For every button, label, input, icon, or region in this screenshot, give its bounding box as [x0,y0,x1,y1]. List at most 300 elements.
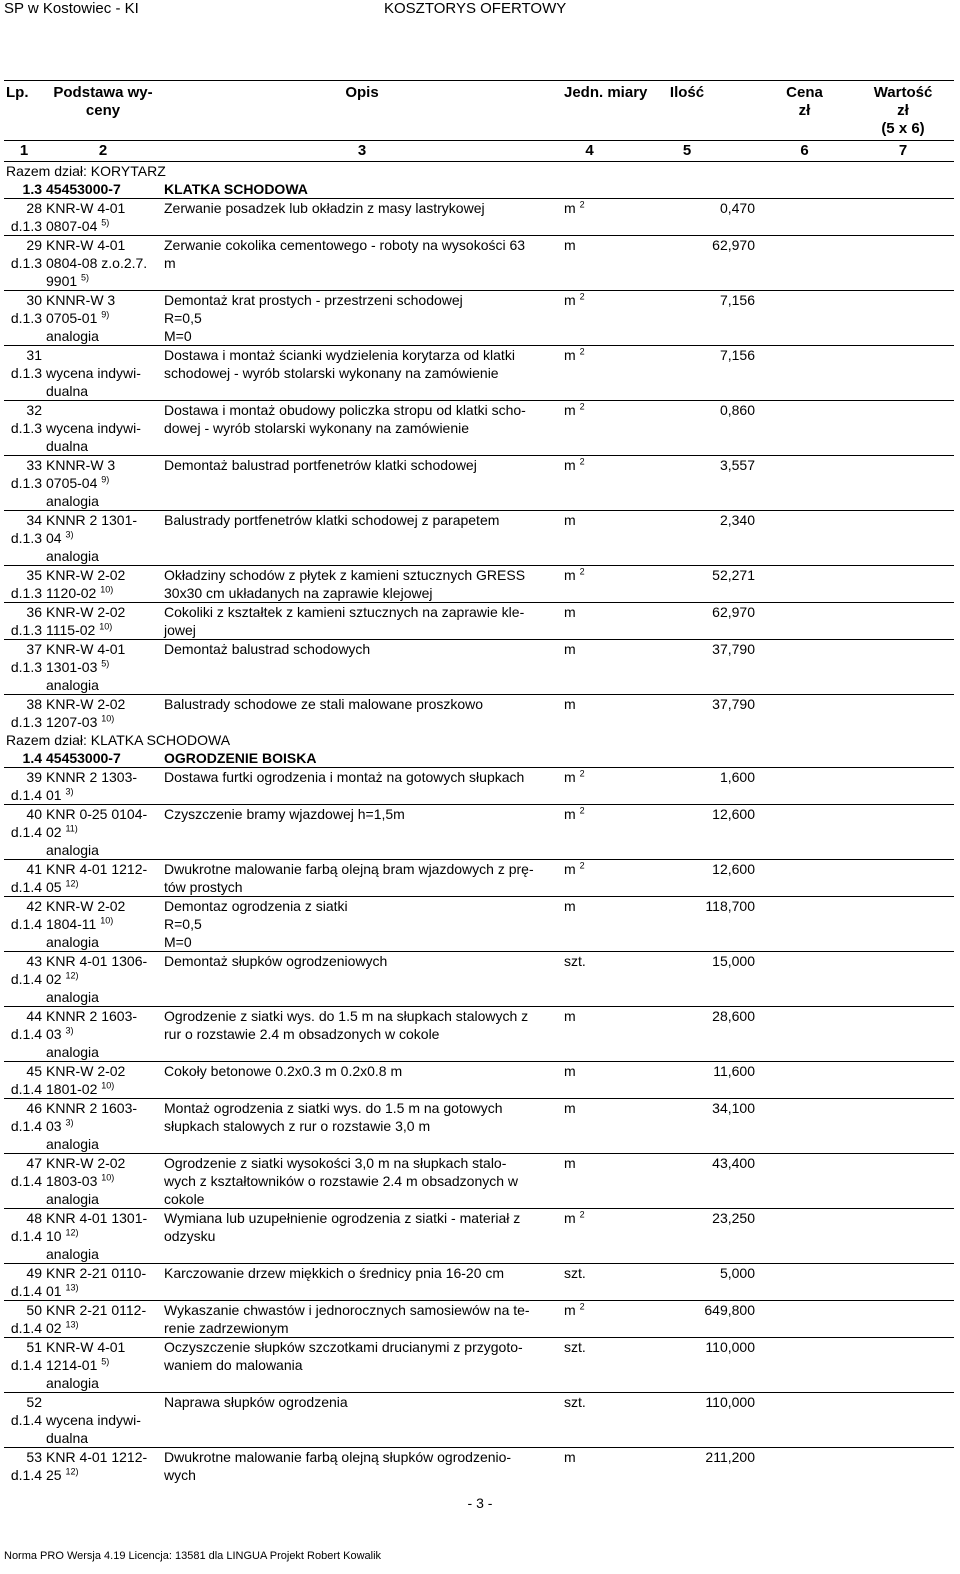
pricing-basis-text: KNR-W 2-02 [46,696,126,712]
position-number-line: 31 [26,347,42,363]
pricing-basis-text: wycena indywi- [46,365,141,381]
pricing-basis-text: 1214-01 [46,1357,98,1373]
item-description [162,401,562,456]
position-number [4,511,44,566]
item-quantity: 3,557 [617,456,757,511]
item-description [162,456,562,511]
item-description [162,695,562,732]
item-price [757,952,852,1007]
footnote-reference: 5) [101,1356,110,1367]
item-description [162,346,562,401]
item-quantity: 52,271 [617,566,757,603]
position-number [4,1264,44,1301]
item-quantity: 11,600 [617,1062,757,1099]
section-code: 45453000-7 [46,750,121,766]
item-description-line: wych z kształtowników o rozstawie 2.4 m obsadzonych w [164,1173,519,1189]
pricing-basis [44,346,162,401]
item-value [852,236,954,291]
item-unit [562,1393,617,1448]
item-description [162,640,562,695]
pricing-basis-text: 01 [46,787,62,803]
pricing-basis-line [46,309,160,327]
position-number [4,1448,44,1485]
item-price [757,1338,852,1393]
pricing-basis [44,1007,162,1062]
item-value [852,640,954,695]
pricing-basis-text: KNNR-W 3 [46,457,116,473]
item-price [757,1099,852,1154]
footnote-reference: 13) [65,1282,79,1293]
position-number-line: d.1.4 [10,824,42,840]
item-value [852,291,954,346]
position-number-line: 49 [26,1265,42,1281]
item-description [162,1209,562,1264]
pricing-basis-line [46,640,160,658]
item-quantity: 62,970 [617,236,757,291]
pricing-basis-line [46,1007,160,1025]
table-row [4,640,954,695]
pricing-basis-text: KNR-W 4-01 [46,1339,126,1355]
item-quantity: 1,600 [617,768,757,805]
column-number: 1 [4,141,44,162]
pricing-basis-text: analogia [46,1246,99,1262]
item-price [757,695,852,732]
pricing-basis-line [46,1209,160,1227]
unit-text: szt. [564,1265,586,1281]
item-quantity: 0,860 [617,401,757,456]
position-number-line: d.1.3 [10,659,42,675]
position-number [4,860,44,897]
item-quantity: 23,250 [617,1209,757,1264]
position-number-line: 37 [26,641,42,657]
column-number: 5 [617,141,757,162]
footnote-reference: 12) [65,970,79,981]
item-unit [562,603,617,640]
position-number [4,1338,44,1393]
unit-text: m [564,641,576,657]
pricing-basis [44,236,162,291]
pricing-basis-line [46,841,160,859]
position-number [4,603,44,640]
footnote-reference: 5) [81,272,90,283]
pricing-basis-text: KNR-W 4-01 [46,641,126,657]
position-number-line: d.1.3 [10,255,42,271]
position-number [4,1209,44,1264]
position-number-line: d.1.4 [10,1081,42,1097]
header-basis [44,81,162,141]
document-header-right: KOSZTORYS OFERTOWY [384,0,567,17]
item-description [162,860,562,897]
position-number-line: d.1.4 [10,971,42,987]
position-number [4,456,44,511]
item-description-line: Dostawa i montaż obudowy policzka stropu od klatki scho- [164,402,526,418]
footnote-reference: 12) [65,878,79,889]
unit-text: m [564,1155,576,1171]
unit-text: m [564,1008,576,1024]
unit-exponent: 2 [579,456,585,467]
item-description-line: Karczowanie drzew miękkich o średnicy pnia 16-20 cm [164,1265,505,1281]
pricing-basis [44,1062,162,1099]
pricing-basis-text: 03 [46,1026,62,1042]
section-code: 45453000-7 [46,181,121,197]
position-number-line: 39 [26,769,42,785]
item-description-line: Demontaz ogrodzenia z siatki [164,898,348,914]
unit-text: m [564,567,576,583]
pricing-basis-text: 1120-02 [46,585,97,601]
unit-exponent: 2 [579,401,585,412]
item-quantity: 2,340 [617,511,757,566]
pricing-basis-line [46,1025,160,1043]
pricing-basis-text: 1803-03 [46,1173,98,1189]
header-value [852,81,954,141]
header-price [757,81,852,141]
unit-exponent: 2 [579,805,585,816]
item-value [852,1448,954,1485]
item-description [162,768,562,805]
item-value [852,1062,954,1099]
item-value [852,603,954,640]
pricing-basis-line [46,566,160,584]
pricing-basis [44,1338,162,1393]
item-description-line: schodowej - wyrób stolarski wykonany na zamówienie [164,365,499,381]
pricing-basis-line [46,676,160,694]
position-number-line: 28 [26,200,42,216]
item-description-line: Balustrady schodowe ze stali malowane proszkowo [164,696,484,712]
item-description [162,1338,562,1393]
item-value [852,1007,954,1062]
table-row [4,952,954,1007]
unit-text: m [564,1449,576,1465]
pricing-basis-text: KNR 4-01 1306- [46,953,148,969]
item-description-line: Demontaż krat prostych - przestrzeni schodowej [164,292,463,308]
pricing-basis-text: KNR-W 2-02 [46,567,126,583]
pricing-basis-text: KNNR 2 1603- [46,1008,138,1024]
item-price [757,1393,852,1448]
pricing-basis-line [46,456,160,474]
pricing-basis-text: 02 [46,824,62,840]
item-quantity: 7,156 [617,346,757,401]
item-description-line: renie zadrzewionym [164,1320,289,1336]
footnote-reference: 3) [65,1025,74,1036]
pricing-basis-text: analogia [46,493,99,509]
unit-text: m [564,1210,576,1226]
pricing-basis-text: 05 [46,879,62,895]
item-unit [562,805,617,860]
table-row [4,291,954,346]
footnote-reference: 5) [101,217,110,228]
footnote-reference: 3) [65,1117,74,1128]
item-description [162,952,562,1007]
unit-exponent: 2 [579,566,585,577]
item-description [162,897,562,952]
item-price [757,346,852,401]
unit-text: m [564,292,576,308]
item-value [852,1338,954,1393]
item-price [757,1448,852,1485]
pricing-basis-text: KNR 0-25 0104- [46,806,148,822]
item-description-line: Demontaż balustrad portfenetrów klatki schodowej [164,457,477,473]
item-price [757,236,852,291]
unit-exponent: 2 [579,1301,585,1312]
item-value [852,860,954,897]
item-description [162,236,562,291]
pricing-basis-line [46,1135,160,1153]
pricing-basis-line [46,1172,160,1190]
footnote-reference: 3) [65,786,74,797]
position-number [4,897,44,952]
item-description-line: Wymiana lub uzupełnienie ogrodzenia z siatki - materiał z [164,1210,521,1226]
pricing-basis-line [46,695,160,713]
item-description-line: Balustrady portfenetrów klatki schodowej z parapetem [164,512,500,528]
position-number [4,199,44,236]
pricing-basis-line [46,878,160,896]
pricing-basis-text: analogia [46,328,99,344]
pricing-basis-text: 0807-04 [46,218,98,234]
table-body [4,162,954,1485]
pricing-basis-text: 02 [46,971,62,987]
item-description-line: M=0 [164,328,192,344]
pricing-basis-line [46,401,160,419]
item-quantity: 12,600 [617,805,757,860]
position-number-line: 36 [26,604,42,620]
pricing-basis-text: KNR-W 2-02 [46,898,126,914]
table-row [4,1301,954,1338]
pricing-basis-line [46,952,160,970]
table-row [4,199,954,236]
item-description-line: Czyszczenie bramy wjazdowej h=1,5m [164,806,405,822]
unit-text: m [564,696,576,712]
pricing-basis-line [46,1245,160,1263]
item-description-line: Montaż ogrodzenia z siatki wys. do 1.5 m na gotowych [164,1100,503,1116]
item-unit [562,236,617,291]
pricing-basis-text: dualna [46,438,89,454]
item-quantity: 110,000 [617,1393,757,1448]
position-number [4,640,44,695]
pricing-basis-text: analogia [46,1136,99,1152]
column-number-row [4,141,954,162]
position-number-line: d.1.4 [10,1320,42,1336]
position-number-line: 32 [26,402,42,418]
position-number-line: 50 [26,1302,42,1318]
pricing-basis-text: analogia [46,677,99,693]
pricing-basis-line [46,547,160,565]
pricing-basis [44,1393,162,1448]
item-description-line: Demontaż balustrad schodowych [164,641,371,657]
item-description-line: wych [164,1467,196,1483]
position-number-line: d.1.4 [10,916,42,932]
pricing-basis-text: dualna [46,1430,89,1446]
table-row [4,511,954,566]
pricing-basis-line [46,621,160,639]
pricing-basis-line [46,236,160,254]
pricing-basis-text: wycena indywi- [46,420,141,436]
item-value [852,346,954,401]
item-description-line: jowej [164,622,196,638]
table-row [4,1448,954,1485]
item-price [757,566,852,603]
item-value [852,566,954,603]
item-price [757,1007,852,1062]
pricing-basis-text: 03 [46,1118,62,1134]
item-unit [562,456,617,511]
column-number: 4 [562,141,617,162]
position-number [4,1154,44,1209]
item-description-line: m [164,255,176,271]
item-value [852,511,954,566]
item-unit [562,1062,617,1099]
pricing-basis-line [46,1080,160,1098]
position-number-line: d.1.3 [10,420,42,436]
table-row [4,456,954,511]
unit-text: m [564,769,576,785]
pricing-basis-text: 1801-02 [46,1081,98,1097]
pricing-basis-text: 0705-04 [46,475,98,491]
pricing-basis [44,805,162,860]
section-header-row [4,749,954,768]
unit-exponent: 2 [579,768,585,779]
item-description-line: dowej - wyrób stolarski wykonany na zamówienie [164,420,470,436]
item-description-line: słupkach stalowych z rur o rozstawie 3,0 m [164,1118,431,1134]
item-unit [562,346,617,401]
item-value [852,805,954,860]
pricing-basis-line [46,603,160,621]
header-value-line: (5 x 6) [881,120,925,137]
pricing-basis [44,456,162,511]
document-header-left: SP w Kostowiec - KI [4,0,139,17]
pricing-basis-text: 0705-01 [46,310,98,326]
table-row [4,1209,954,1264]
position-number-line: d.1.4 [10,1467,42,1483]
item-unit [562,768,617,805]
item-unit [562,511,617,566]
footnote-reference: 10) [101,713,115,724]
footnote-reference: 10) [101,1080,115,1091]
unit-exponent: 2 [579,860,585,871]
item-price [757,401,852,456]
item-description-line: Demontaż słupków ogrodzeniowych [164,953,388,969]
unit-exponent: 2 [579,291,585,302]
position-number [4,401,44,456]
item-description-line: cokole [164,1191,205,1207]
position-number-line: 53 [26,1449,42,1465]
unit-text: m [564,347,576,363]
pricing-basis-text: analogia [46,842,99,858]
pricing-basis-line [46,1043,160,1061]
table-header-row [4,81,954,141]
item-price [757,199,852,236]
position-number-line: 38 [26,696,42,712]
item-unit [562,1209,617,1264]
item-description [162,1099,562,1154]
pricing-basis-line [46,1448,160,1466]
item-price [757,1154,852,1209]
position-number [4,805,44,860]
pricing-basis-line [46,1099,160,1117]
section-summary-row [4,731,954,749]
pricing-basis [44,511,162,566]
table-row [4,1007,954,1062]
pricing-basis-line [46,1282,160,1300]
pricing-basis-line [46,823,160,841]
unit-exponent: 2 [579,199,585,210]
item-quantity: 211,200 [617,1448,757,1485]
item-description-line: Wykaszanie chwastów i jednorocznych samosiewów na te- [164,1302,530,1318]
table-row [4,897,954,952]
item-description-line: Oczyszczenie słupków szczotkami drucianymi z przygoto- [164,1339,523,1355]
item-unit [562,1007,617,1062]
position-number [4,768,44,805]
pricing-basis-line [46,382,160,400]
position-number-line: d.1.4 [10,1357,42,1373]
pricing-basis [44,768,162,805]
position-number-line: d.1.3 [10,622,42,638]
position-number-line: d.1.4 [10,1026,42,1042]
pricing-basis-text: KNR-W 4-01 [46,237,126,253]
item-quantity: 118,700 [617,897,757,952]
pricing-basis-line [46,511,160,529]
item-quantity: 37,790 [617,695,757,732]
item-unit [562,640,617,695]
footnote-reference: 11) [65,823,78,834]
position-number [4,346,44,401]
position-number-line: d.1.4 [10,1283,42,1299]
item-value [852,199,954,236]
position-number-line: d.1.4 [10,879,42,895]
unit-text: m [564,402,576,418]
section-title: KLATKA SCHODOWA [164,181,308,197]
unit-text: m [564,512,576,528]
item-value [852,897,954,952]
section-summary: Razem dział: KLATKA SCHODOWA [6,732,231,748]
position-number-line: 52 [26,1394,42,1410]
pricing-basis-line [46,1466,160,1484]
item-unit [562,897,617,952]
unit-text: m [564,1100,576,1116]
item-description [162,199,562,236]
unit-text: m [564,200,576,216]
section-number: 1.3 [22,181,42,197]
item-price [757,860,852,897]
pricing-basis-line [46,768,160,786]
item-description-line: 30x30 cm układanych na zaprawie klejowej [164,585,433,601]
position-number [4,566,44,603]
position-number-line: d.1.4 [10,1228,42,1244]
table-row [4,1099,954,1154]
position-number [4,236,44,291]
pricing-basis-text: KNR-W 2-02 [46,1063,126,1079]
item-description [162,1264,562,1301]
item-price [757,768,852,805]
unit-text: m [564,861,576,877]
item-description-line: waniem do malowania [164,1357,303,1373]
item-description-line: Naprawa słupków ogrodzenia [164,1394,348,1410]
position-number-line: 48 [26,1210,42,1226]
item-price [757,805,852,860]
software-footer: Norma PRO Wersja 4.19 Licencja: 13581 dla LINGUA Projekt Robert Kowalik [4,1550,382,1562]
pricing-basis-line [46,1117,160,1135]
pricing-basis-text: KNR 2-21 0112- [46,1302,147,1318]
item-value [852,1154,954,1209]
item-unit [562,1099,617,1154]
footnote-reference: 5) [101,658,110,669]
position-number-line: 45 [26,1063,42,1079]
column-number: 7 [852,141,954,162]
pricing-basis-line [46,584,160,602]
table-row [4,346,954,401]
item-quantity: 34,100 [617,1099,757,1154]
position-number [4,695,44,732]
unit-text: szt. [564,953,586,969]
